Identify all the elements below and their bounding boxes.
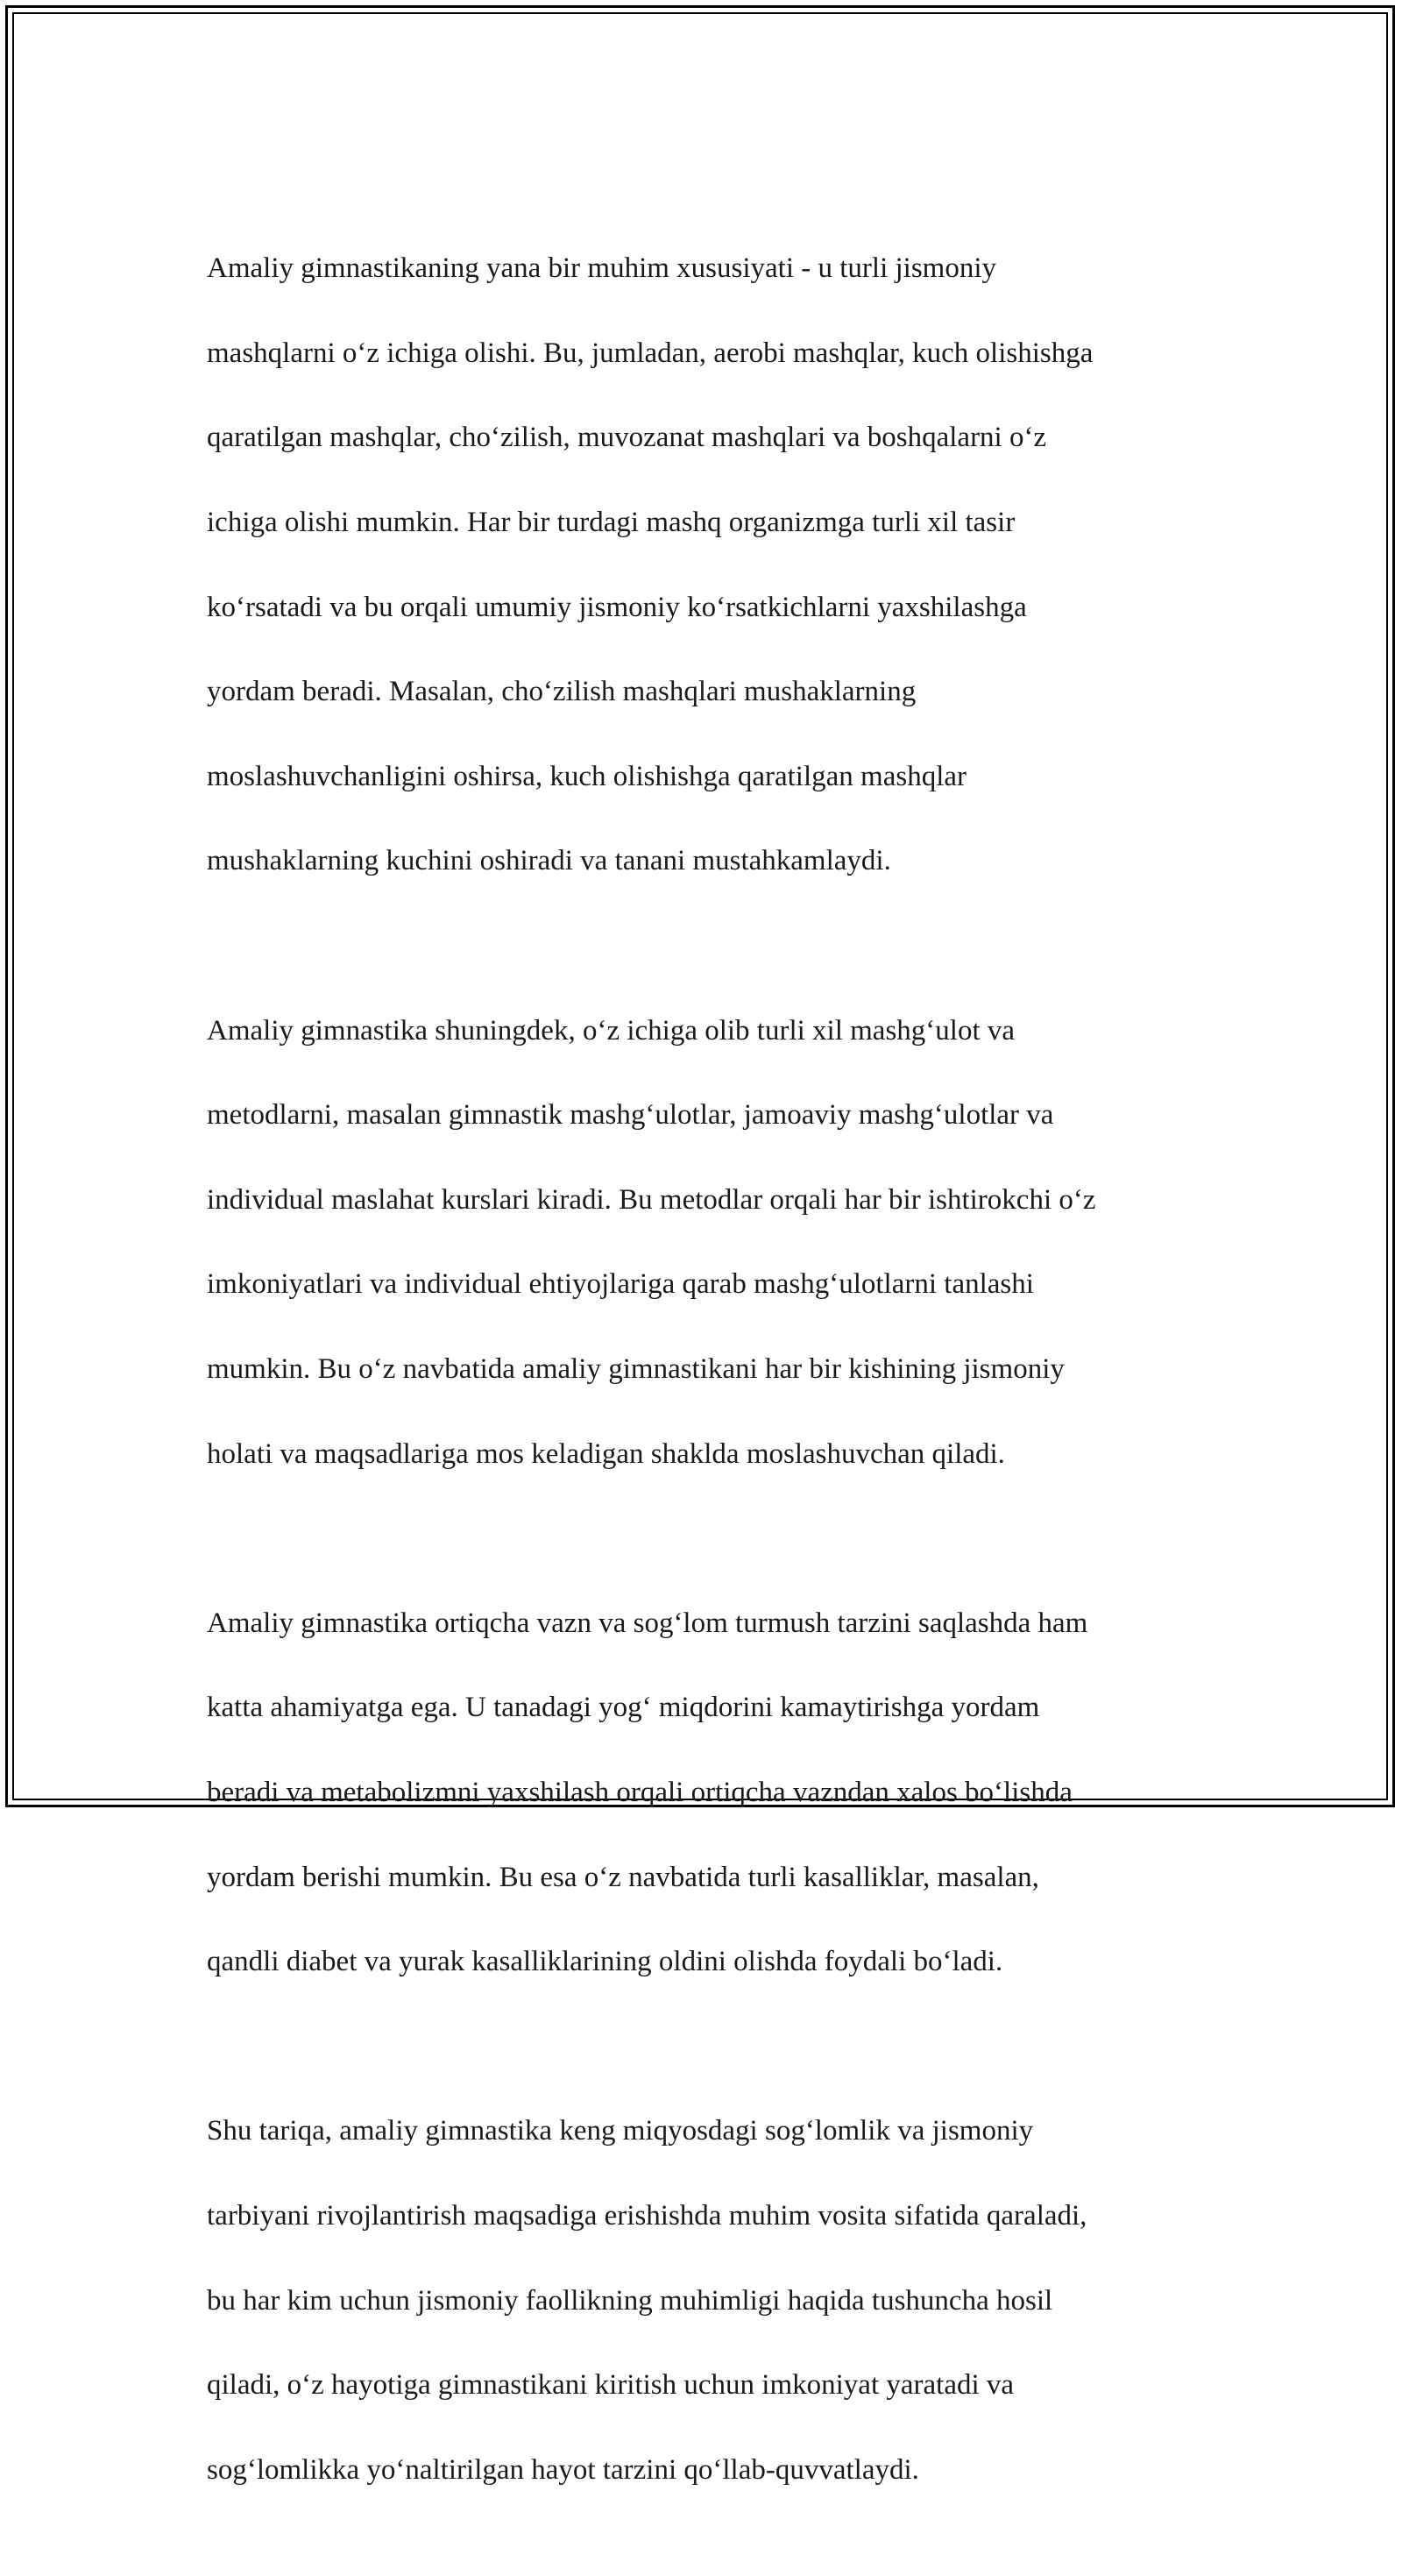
text-line: individual maslahat kurslari kiradi. Bu metodlar orqali har bir ishtirokchi o‘z xyxy=(207,1183,1096,1216)
text-line: beradi va metabolizmni yaxshilash orqali ortiqcha vazndan xalos bo‘lishda xyxy=(207,1776,1073,1808)
paragraph-1 xyxy=(207,205,1214,925)
paragraph-3 xyxy=(207,1560,1214,2026)
text-line: Amaliy gimnastika ortiqcha vazn va sog‘lom turmush tarzini saqlashda ham xyxy=(207,1607,1088,1639)
paragraph-2 xyxy=(207,967,1214,1517)
text-line: tarbiyani rivojlantirish maqsadiga erishishda muhim vosita sifatida qaraladi, xyxy=(207,2199,1087,2232)
text-line: mumkin. Bu o‘z navbatida amaliy gimnastikani har bir kishining jismoniy xyxy=(207,1353,1065,1386)
document-body xyxy=(207,205,1214,2576)
text-line: mushaklarning kuchini oshiradi va tanani mustahkamlaydi. xyxy=(207,845,891,877)
paragraph-4 xyxy=(207,2068,1214,2533)
text-line: Amaliy gimnastika shuningdek, o‘z ichiga olib turli xil mashg‘ulot va xyxy=(207,1014,1016,1047)
text-line: ko‘rsatadi va bu orqali umumiy jismoniy ko‘rsatkichlarni yaxshilashga xyxy=(207,591,1027,623)
text-line: qaratilgan mashqlar, cho‘zilish, muvozanat mashqlari va boshqalarni o‘z xyxy=(207,422,1047,454)
text-line: mashqlarni o‘z ichiga olishi. Bu, jumladan, aerobi mashqlar, kuch olishishga xyxy=(207,337,1094,369)
text-line: qandli diabet va yurak kasalliklarining oldini olishda foydali bo‘ladi. xyxy=(207,1946,1003,1978)
text-line: qiladi, o‘z hayotiga gimnastikani kiritish uchun imkoniyat yaratadi va xyxy=(207,2369,1015,2402)
text-line: holati va maqsadlariga mos keladigan shaklda moslashuvchan qiladi. xyxy=(207,1437,1005,1470)
text-line: bu har kim uchun jismoniy faollikning muhimligi haqida tushuncha hosil xyxy=(207,2284,1053,2317)
text-line: Amaliy gimnastikaning yana bir muhim xususiyati - u turli jismoniy xyxy=(207,252,997,285)
text-line: metodlarni, masalan gimnastik mashg‘ulotlar, jamoaviy mashg‘ulotlar va xyxy=(207,1099,1054,1132)
text-line: sog‘lomlikka yo‘naltirilgan hayot tarzini qo‘llab-quvvatlaydi. xyxy=(207,2453,919,2486)
text-line: imkoniyatlari va individual ehtiyojlariga qarab mashg‘ulotlarni tanlashi xyxy=(207,1268,1034,1301)
text-line: yordam berishi mumkin. Bu esa o‘z navbatida turli kasalliklar, masalan, xyxy=(207,1861,1039,1893)
text-line: moslashuvchanligini oshirsa, kuch olishishga qaratilgan mashqlar xyxy=(207,760,967,792)
text-line: yordam beradi. Masalan, cho‘zilish mashqlari mushaklarning xyxy=(207,676,917,708)
text-line: Shu tariqa, amaliy gimnastika keng miqyosdagi sog‘lomlik va jismoniy xyxy=(207,2115,1034,2147)
text-line: katta ahamiyatga ega. U tanadagi yog‘ miqdorini kamaytirishga yordam xyxy=(207,1692,1040,1724)
text-line: ichiga olishi mumkin. Har bir turdagi mashq organizmga turli xil tasir xyxy=(207,507,1016,539)
